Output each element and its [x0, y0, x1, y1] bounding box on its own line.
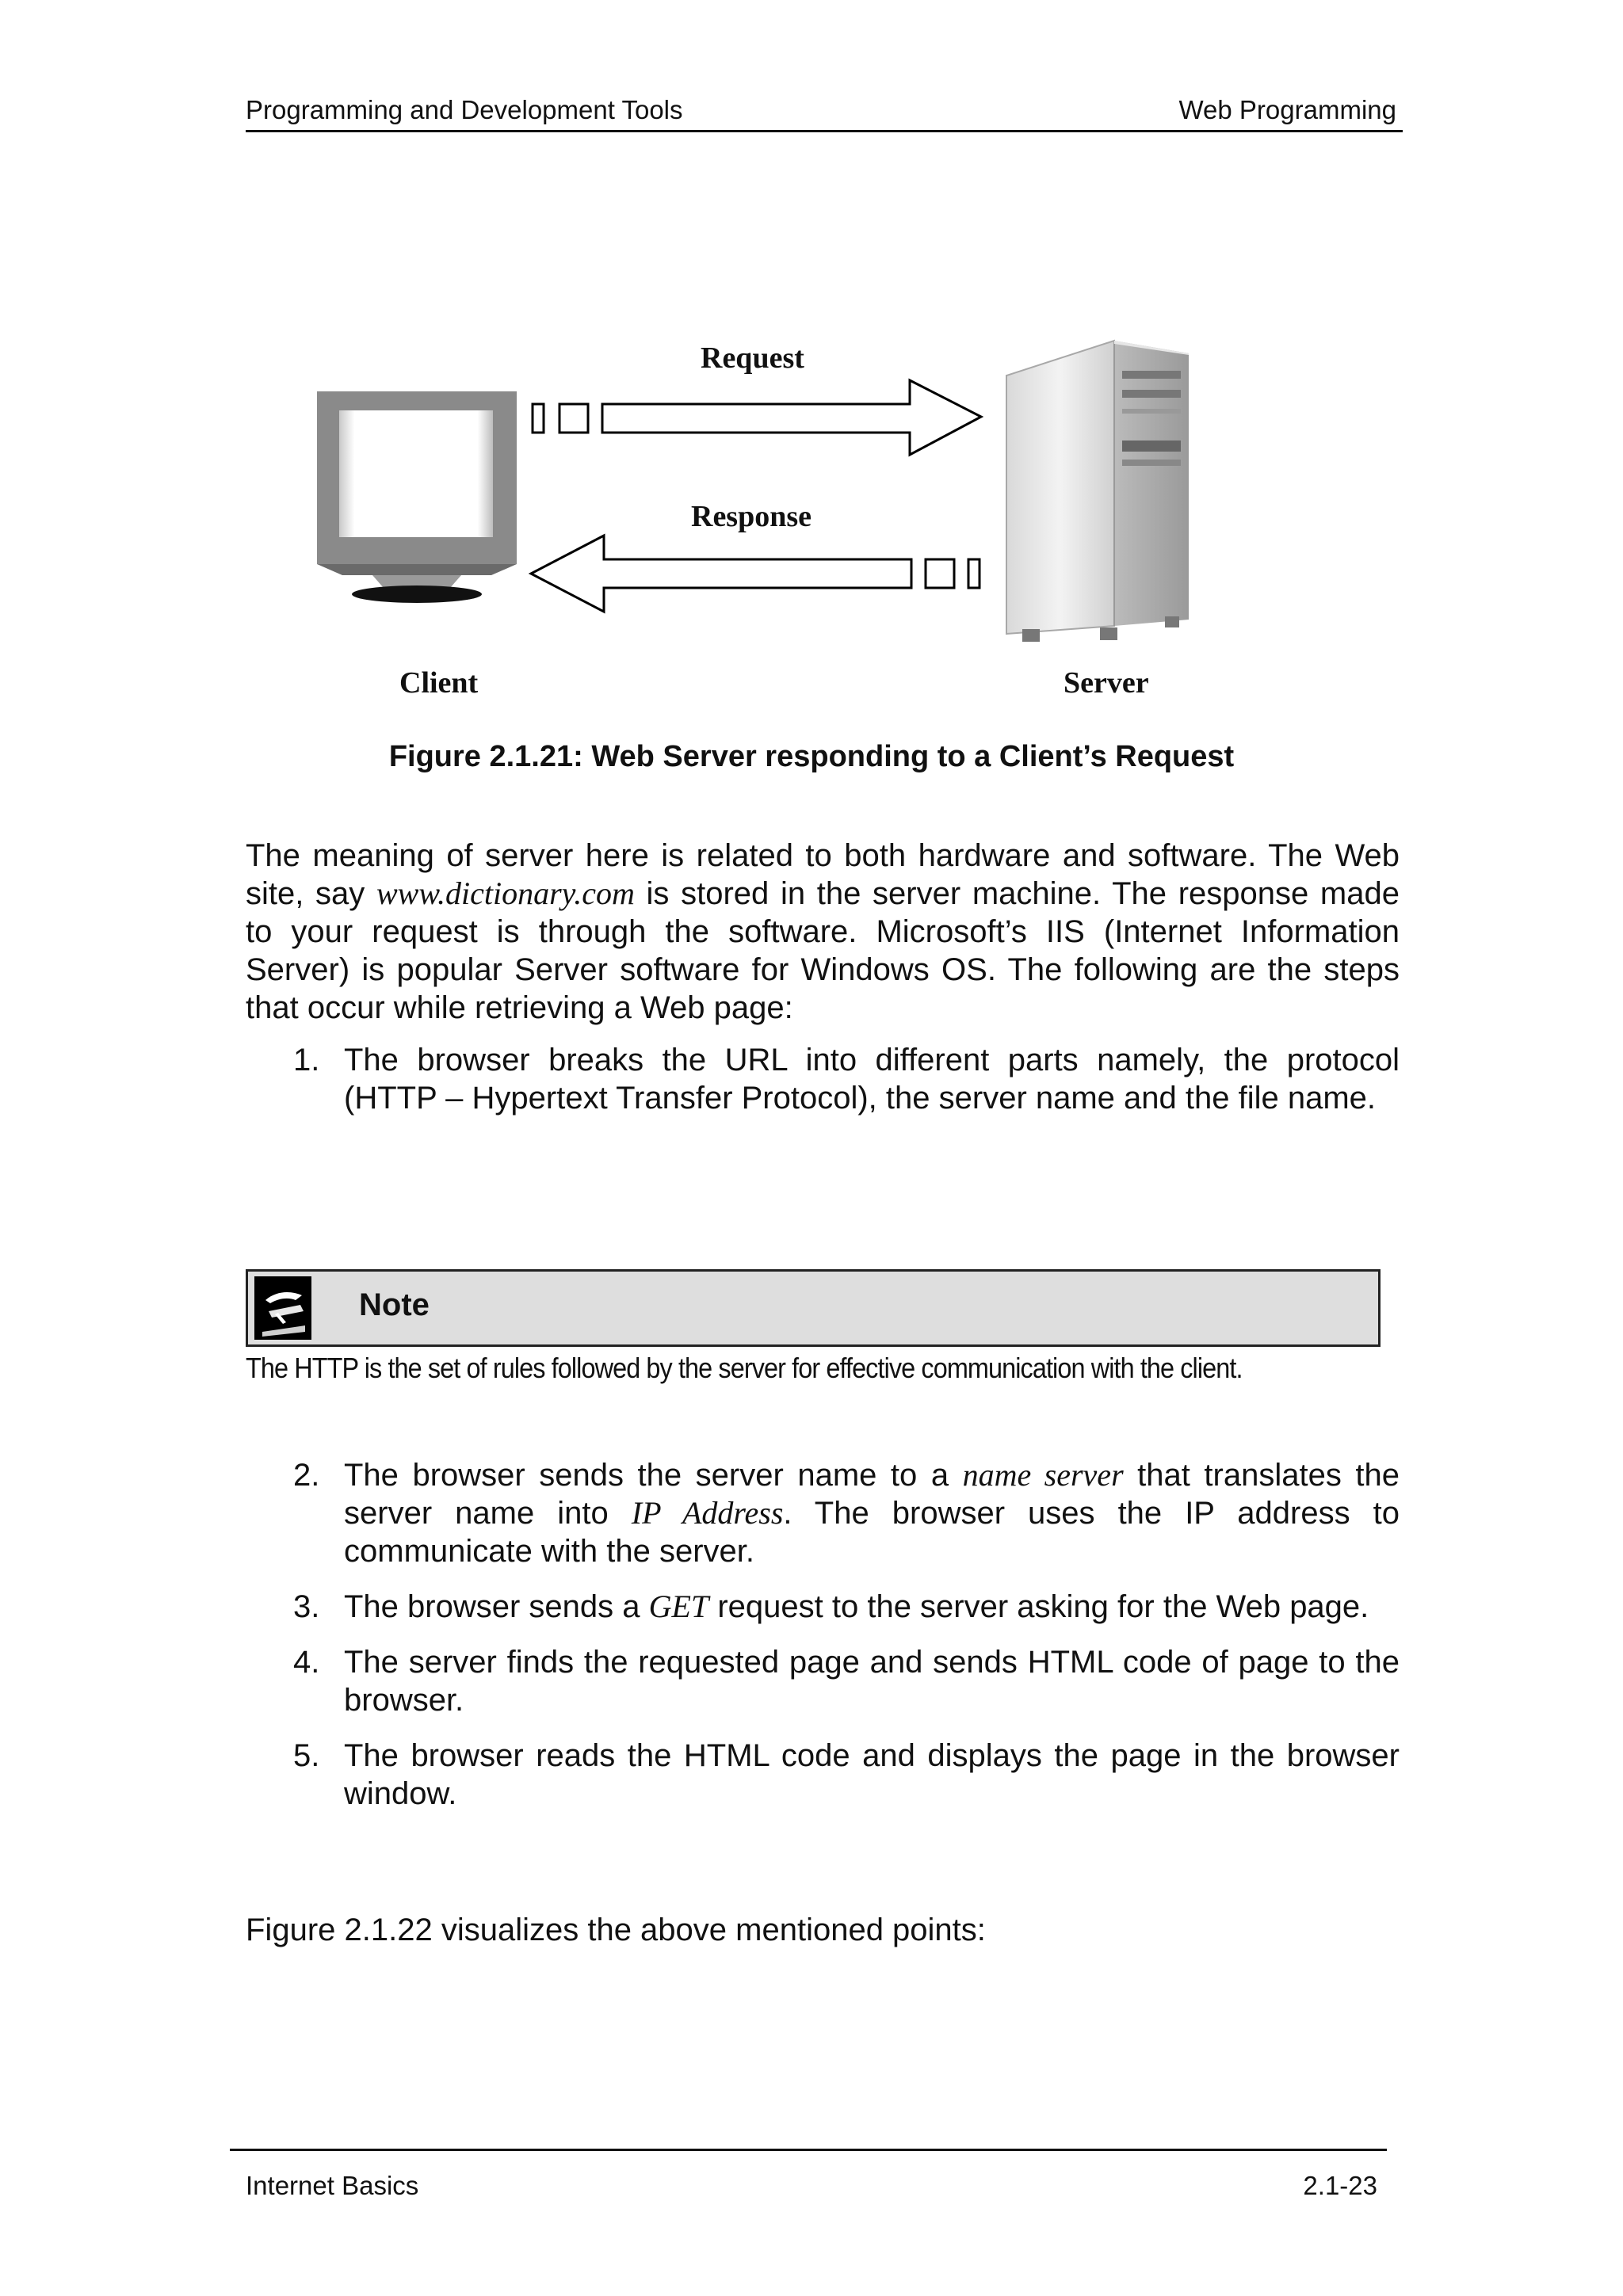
figure: [0, 0, 1623, 792]
response-arrow: [531, 536, 980, 612]
list-item: [246, 1456, 1400, 1570]
client-server-diagram: [0, 0, 1623, 713]
client-label: Client: [399, 666, 479, 700]
list-item: [246, 1643, 1400, 1719]
server-label: Server: [1064, 666, 1149, 700]
step-text: The browser sends a: [344, 1589, 649, 1624]
client-monitor-icon: [317, 391, 517, 603]
step-number: 4.: [293, 1645, 320, 1680]
server-tower-icon: [1006, 341, 1189, 642]
steps-list-2: [246, 1456, 1400, 1829]
step-number: 5.: [293, 1738, 320, 1773]
header-right: Web Programming: [1178, 95, 1396, 124]
term-ip-address: IP Address: [631, 1495, 784, 1531]
page-number: 2.1-23: [1303, 2171, 1377, 2200]
list-item: [246, 1737, 1400, 1813]
response-label: Response: [691, 500, 812, 533]
steps-list-1: [246, 1041, 1400, 1133]
intro-text-1: The meaning of server here is related to both hardware and software. The Web site, say: [246, 838, 1400, 911]
step-text: The browser sends the server name to a: [344, 1458, 963, 1493]
site-example: www.dictionary.com: [376, 875, 635, 911]
term-name-server: name server: [962, 1457, 1124, 1493]
step-text: that translates the server name into: [344, 1458, 1400, 1531]
footer-left: Internet Basics: [246, 2171, 419, 2200]
request-arrow: [533, 380, 981, 455]
list-item: [246, 1588, 1400, 1626]
step-text: . The browser uses the IP address to communicate with the server.: [344, 1496, 1400, 1569]
step-number: 3.: [293, 1589, 320, 1624]
list-item: [246, 1041, 1400, 1117]
note-pen-icon: [254, 1276, 311, 1340]
intro-text-2: is stored in the server machine. The response made to your request is through the software. Microsoft’s IIS (Internet Information Server) is popular Server software for Windows OS. The following are the steps that occur while retrieving a Web page:: [246, 876, 1400, 1025]
step-number: 1.: [293, 1043, 320, 1077]
footer-rule: [230, 2149, 1387, 2151]
closing-paragraph: Figure 2.1.22 visualizes the above mentioned points:: [246, 1913, 986, 1947]
term-get: GET: [648, 1589, 709, 1624]
note-box: [246, 1269, 1381, 1347]
step-text: The browser breaks the URL into different parts namely, the protocol (HTTP – Hypertext Transfer Protocol), the server name and the file name.: [344, 1043, 1400, 1116]
note-text: The HTTP is the set of rules followed by the server for effective communication with the client.: [246, 1352, 1243, 1384]
request-label: Request: [701, 341, 804, 375]
step-text: The browser reads the HTML code and displays the page in the browser window.: [344, 1738, 1400, 1811]
header-left: Programming and Development Tools: [246, 95, 683, 124]
step-number: 2.: [293, 1458, 320, 1493]
figure-caption: Figure 2.1.21: Web Server responding to a Client’s Request: [388, 740, 1235, 773]
intro-paragraph: [246, 837, 1400, 1027]
step-text: The server finds the requested page and sends HTML code of page to the browser.: [344, 1645, 1400, 1718]
note-title: Note: [359, 1287, 430, 1322]
step-text: request to the server asking for the Web page.: [708, 1589, 1369, 1624]
